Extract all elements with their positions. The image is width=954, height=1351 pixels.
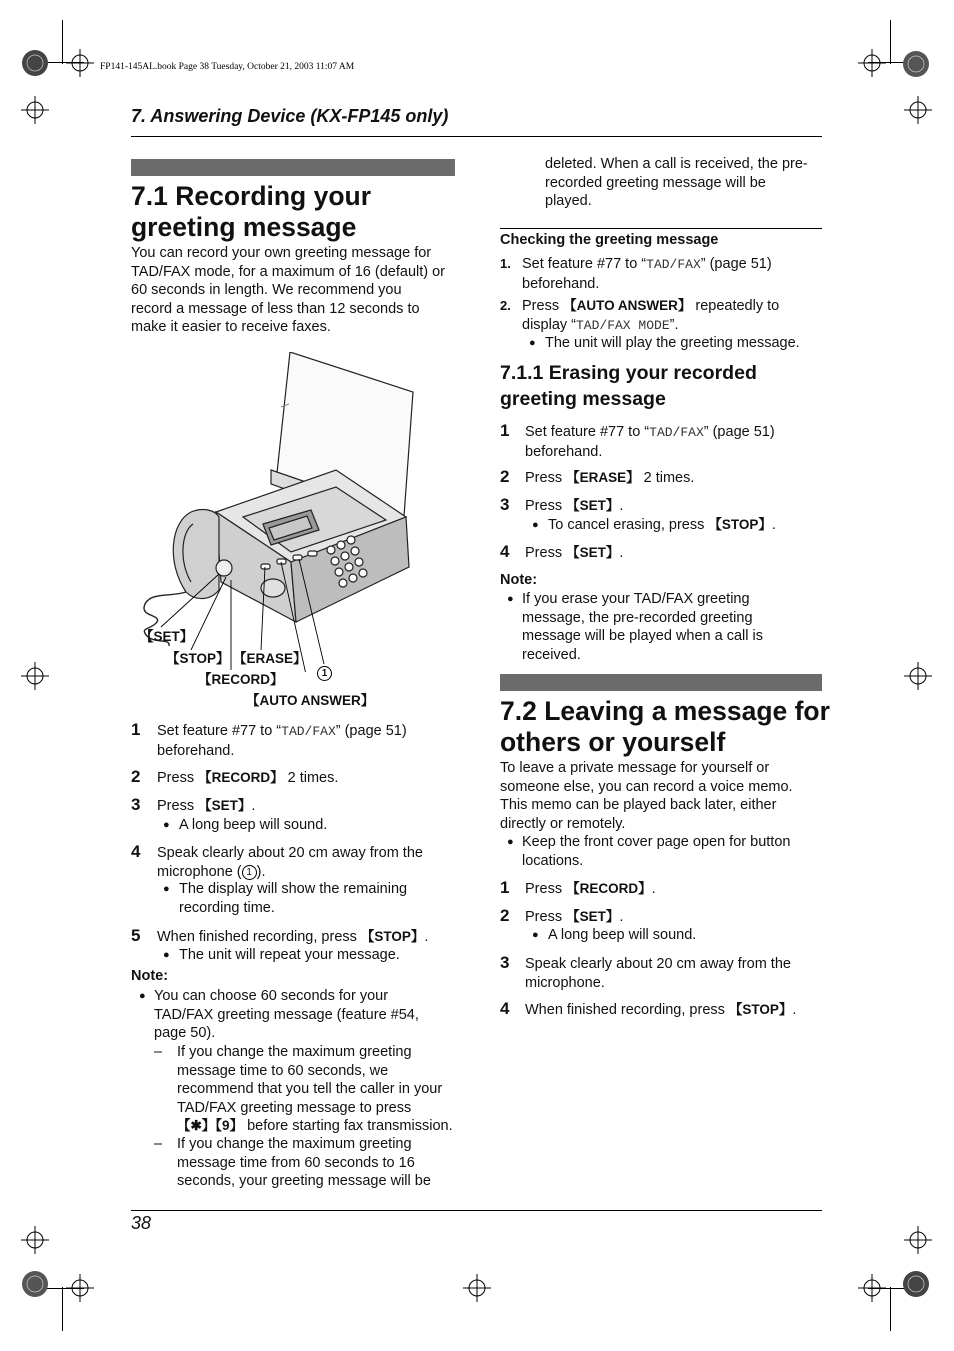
text-line: 60 seconds in length. We recommend you — [131, 282, 402, 299]
text-fragment: . — [619, 545, 624, 561]
text-fragment: recording time. — [179, 899, 275, 916]
section-title-7-1-1 — [500, 360, 757, 412]
erasing-step-1 — [525, 423, 775, 461]
bullet-dot: ● — [532, 519, 539, 531]
step-number: 1 — [131, 720, 141, 739]
text-fragment: Press — [522, 298, 564, 314]
text-fragment: Press — [525, 470, 567, 486]
text-fragment: To cancel erasing, press — [548, 517, 709, 533]
text-fragment: Press — [157, 798, 199, 814]
circled-number: 1 — [317, 666, 332, 681]
set-callout: 【SET】 — [140, 629, 194, 644]
stop-callout: 【STOP】 — [166, 651, 230, 666]
text-line: TAD/FAX greeting message to press — [177, 1099, 412, 1116]
checking-step-1 — [522, 255, 772, 293]
step-number: 1. — [500, 256, 511, 271]
text-fragment: . — [771, 517, 776, 533]
step-number: 1 — [500, 421, 510, 440]
key-label: 【SET】 — [566, 909, 620, 924]
note-bullet — [522, 590, 812, 664]
section-title-7-2 — [500, 696, 830, 758]
note-bullet — [154, 987, 464, 1043]
bullet-dot: ● — [529, 337, 536, 349]
footer-rule — [131, 1210, 822, 1211]
text-fragment: Press — [525, 545, 567, 561]
bullet-text: The unit will play the greeting message. — [545, 335, 800, 351]
text-line: To leave a private message for yourself or — [500, 760, 770, 776]
title-line: greeting message — [500, 388, 666, 410]
title-line: greeting message — [131, 212, 357, 242]
step-number: 5 — [131, 926, 141, 945]
bullet-dot: ● — [507, 836, 514, 848]
text-line: message time to 60 seconds, we — [177, 1062, 389, 1079]
text-line: record a message of less than 12 seconds to — [131, 300, 420, 317]
text-fragment: 2 times. — [639, 470, 695, 486]
text-fragment: Set feature #77 to “ — [522, 256, 647, 272]
bullet-text: A long beep will sound. — [179, 817, 328, 833]
key-label: 【SET】 — [566, 498, 620, 513]
key-label: 【SET】 — [198, 798, 252, 813]
bullet-dot: ● — [163, 819, 170, 831]
text-line: someone else, you can record a voice memo. — [500, 778, 793, 795]
section-bar — [131, 159, 455, 176]
title-line: others or yourself — [500, 727, 726, 757]
text-line: recommend that you tell the caller in your — [177, 1081, 443, 1098]
text-fragment: . — [251, 798, 256, 814]
text-fragment: Press — [525, 881, 567, 897]
fax-machine-illustration — [131, 352, 451, 672]
divider-rule — [500, 228, 822, 229]
step-2-text — [157, 769, 338, 788]
text-fragment: . — [619, 909, 624, 925]
text-fragment: ”. — [669, 316, 679, 333]
key-label: 【SET】 — [566, 545, 620, 560]
step-number: 2. — [500, 298, 511, 313]
text-line: message will be played when a call is — [522, 628, 763, 645]
text-line: If you change the maximum greeting — [177, 1044, 412, 1060]
key-label: 【STOP】 — [728, 1002, 793, 1017]
erase-callout: 【ERASE】 — [233, 651, 307, 666]
dash-mark: – — [154, 1044, 163, 1060]
key-label: 【RECORD】 — [198, 770, 284, 785]
text-line: message, the pre-recorded greeting — [522, 609, 753, 626]
text-line: received. — [522, 646, 581, 663]
title-line: 7.2 Leaving a message for — [500, 696, 830, 726]
text-fragment: . — [651, 881, 656, 897]
step-number: 1 — [500, 878, 510, 897]
text-fragment: beforehand. — [522, 275, 600, 292]
record-callout: 【RECORD】 — [198, 672, 284, 687]
text-line: You can record your own greeting message for — [131, 245, 432, 261]
step-1-text — [157, 722, 407, 760]
text-fragment: beforehand. — [525, 443, 603, 460]
text-line: If you erase your TAD/FAX greeting — [522, 591, 750, 607]
section-header: 7. Answering Device (KX-FP145 only) — [131, 106, 449, 126]
section-bar — [500, 674, 822, 691]
text-fragment: . — [792, 1002, 797, 1018]
bullet-dot: ● — [507, 593, 514, 605]
erasing-step-4 — [525, 544, 623, 563]
note-label: Note: — [500, 572, 538, 588]
step-number: 3 — [500, 495, 510, 514]
text-fragment: . — [619, 498, 624, 514]
auto-answer-callout: 【AUTO ANSWER】 — [246, 693, 375, 708]
erasing-step-3 — [525, 497, 623, 516]
circled-number: 1 — [242, 865, 257, 880]
leaving-intro — [500, 759, 830, 833]
text-fragment: Speak clearly about 20 cm away from the — [525, 956, 791, 972]
step-number: 3 — [500, 953, 510, 972]
text-line: make it easier to receive faxes. — [131, 319, 331, 336]
text-line: seconds, your greeting message will be — [177, 1173, 431, 1190]
lcd-text: TAD/FAX — [646, 257, 701, 272]
text-fragment: ” (page 51) — [703, 424, 775, 440]
text-fragment: Press — [525, 498, 567, 514]
text-fragment: 2 times. — [283, 770, 339, 786]
bullet-dot: ● — [139, 990, 146, 1002]
book-file-line: FP141-145AL.book Page 38 Tuesday, October 21, 2003 11:07 AM — [100, 62, 355, 72]
text-fragment: ” (page 51) — [335, 723, 407, 739]
text-fragment: When finished recording, press — [525, 1002, 729, 1018]
bullet-dot: ● — [532, 929, 539, 941]
text-line: locations. — [522, 852, 584, 869]
leaving-step-1 — [525, 880, 656, 899]
marker-callout — [317, 665, 332, 681]
leaving-step-3 — [525, 955, 791, 992]
note-dash-1 — [177, 1043, 467, 1136]
text-fragment: beforehand. — [157, 742, 235, 759]
text-fragment: Press — [157, 770, 199, 786]
text-fragment: When finished recording, press — [157, 929, 361, 945]
step-3-text — [157, 797, 255, 816]
step-number: 4 — [500, 542, 510, 561]
bullet-text — [179, 880, 407, 917]
checking-step-2 — [522, 297, 779, 335]
bullet-text: The unit will repeat your message. — [179, 947, 400, 963]
lcd-text: TAD/FAX — [649, 425, 704, 440]
text-fragment: microphone. — [525, 974, 605, 991]
text-fragment: display “ — [522, 316, 576, 333]
bullet-dot: ● — [163, 883, 170, 895]
step-number: 4 — [131, 842, 141, 861]
key-label: 【RECORD】 — [566, 881, 652, 896]
note-label: Note: — [131, 968, 169, 984]
bullet-dot: ● — [163, 949, 170, 961]
text-fragment: before starting fax transmission. — [243, 1118, 453, 1135]
step-number: 3 — [131, 795, 141, 814]
step-number: 2 — [131, 767, 141, 786]
step-4-text — [157, 844, 423, 881]
section-title-7-1 — [131, 181, 371, 243]
bullet-text — [522, 833, 822, 870]
key-label: 【AUTO ANSWER】 — [563, 298, 692, 313]
text-line: TAD/FAX greeting message (feature #54, — [154, 1006, 419, 1023]
text-line: directly or remotely. — [500, 815, 626, 832]
text-fragment: Speak clearly about 20 cm away from the — [157, 845, 423, 861]
bullet-text: A long beep will sound. — [548, 927, 697, 943]
text-fragment: ” (page 51) — [700, 256, 772, 272]
text-line: page 50). — [154, 1025, 216, 1042]
note-dash-2 — [177, 1135, 467, 1191]
text-line: deleted. When a call is received, the pre- — [545, 156, 808, 172]
text-fragment: repeatedly to — [691, 298, 780, 314]
text-line: Keep the front cover page open for button — [522, 834, 791, 850]
lcd-text: TAD/FAX MODE — [576, 317, 670, 333]
leaving-step-4 — [525, 1001, 796, 1020]
text-line: TAD/FAX mode, for a maximum of 16 (default) or — [131, 263, 446, 280]
key-label: 【STOP】 — [360, 929, 425, 944]
text-line: recorded greeting message will be — [545, 174, 766, 191]
intro-paragraph — [131, 244, 461, 337]
text-fragment: Press — [525, 909, 567, 925]
text-line: message time from 60 seconds to 16 — [177, 1154, 415, 1171]
step-5-text — [157, 928, 428, 947]
checking-heading: Checking the greeting message — [500, 232, 719, 248]
dash-mark: – — [154, 1136, 163, 1152]
leaving-step-2 — [525, 908, 623, 927]
key-label: 【STOP】 — [708, 517, 772, 532]
lcd-text: TAD/FAX — [281, 724, 336, 739]
text-fragment: The display will show the remaining — [179, 881, 408, 897]
erasing-step-2 — [525, 469, 694, 488]
text-line: played. — [545, 193, 592, 210]
text-fragment: . — [424, 929, 429, 945]
text-fragment: Set feature #77 to “ — [157, 723, 282, 739]
text-line: You can choose 60 seconds for your — [154, 988, 389, 1004]
title-line: 7.1 Recording your — [131, 181, 372, 211]
key-label: 【✱】【9】 — [177, 1118, 244, 1134]
key-label: 【ERASE】 — [566, 470, 640, 485]
step-number: 4 — [500, 999, 510, 1018]
text-line: This memo can be played back later, either — [500, 797, 777, 814]
text-fragment: microphone ( — [157, 863, 242, 880]
step-number: 2 — [500, 467, 510, 486]
text-line: If you change the maximum greeting — [177, 1136, 412, 1152]
title-line: 7.1.1 Erasing your recorded — [500, 362, 757, 384]
page-number: 38 — [131, 1213, 152, 1233]
header-rule — [131, 136, 822, 137]
text-fragment: ). — [256, 863, 266, 880]
continued-text — [545, 155, 835, 211]
bullet-text — [548, 516, 776, 535]
text-fragment: Set feature #77 to “ — [525, 424, 650, 440]
step-number: 2 — [500, 906, 510, 925]
